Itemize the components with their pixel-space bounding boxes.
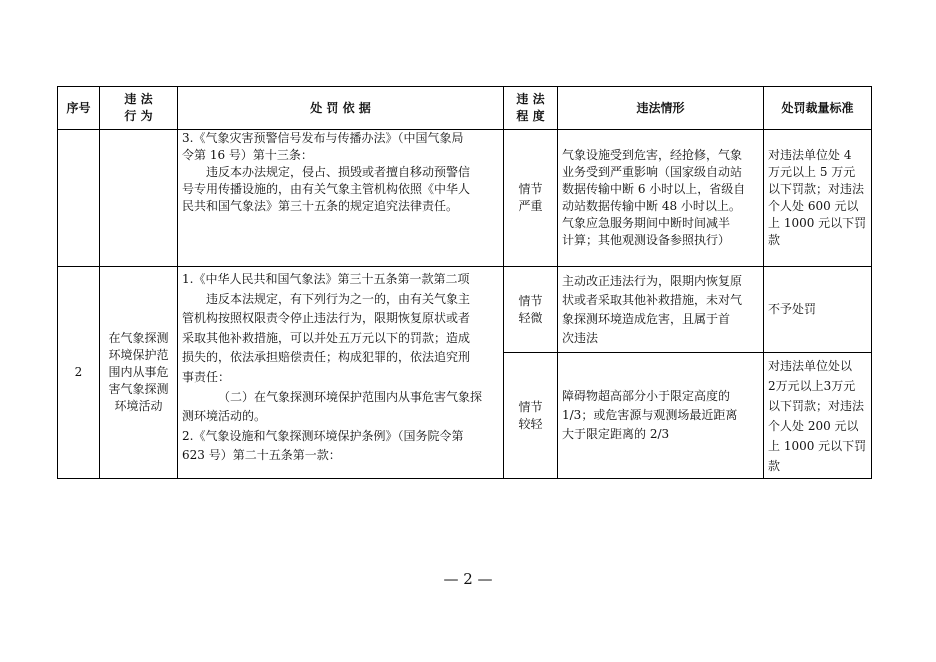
row2-basis-line: 事责任： [182,369,231,384]
row2-basis-line: 损失的，依法承担赔偿责任；构成犯罪的，依法追究刑 [182,350,471,365]
row1-penalty-line: 款 [768,233,781,247]
row2-seq-cell: 2 [58,267,100,479]
row1-circumstances-line: 气象应急服务期间中断时间减半 [562,216,731,230]
penalty-standards-table [57,86,872,479]
row2-basis-line: 违反本法规定，有下列行为之一的，由有关气象主 [206,291,471,306]
row2-basis-line: 2.《气象设施和气象探测环境保护条例》（国务院令第 [182,428,464,443]
header-basis: 处 罚 依 据 [178,87,504,130]
row1-behavior-cell [100,130,178,267]
row2b-circumstances-line: 1/3；或危害源与观测场最近距离 [562,408,738,422]
row2-basis-line: 623 号）第二十五条第一款： [182,448,341,463]
row1-penalty-cell [764,130,872,267]
row2-behavior-line: 围内从事危 [108,365,169,379]
header-degree [504,87,558,130]
row2b-degree-line: 情节 [518,399,543,414]
header-penalty: 处罚裁量标准 [764,87,872,130]
row2a-circumstances-cell [558,267,764,353]
row2a-circumstances-line: 象探测环境造成危害，且属于首 [562,311,731,326]
row2-basis-line: 采取其他补救措施，可以并处五万元以下的罚款；造成 [182,330,471,345]
row1-circumstances-line: 动站数据传输中断 48 小时以上。 [562,199,741,213]
row2a-degree-line: 情节 [518,293,543,308]
header-seq: 序号 [58,87,100,130]
row1-penalty-line: 上 1000 元以下罚 [768,216,867,230]
row1-degree-line: 严重 [518,199,543,213]
row2a-circumstances-line: 状或者采取其他补救措施，未对气 [562,292,743,307]
row1-degree-cell [504,130,558,267]
header-behavior [100,87,178,130]
row2b-degree-cell [504,353,558,479]
row2-basis-line: 1.《中华人民共和国气象法》第三十五条第一款第二项 [182,272,470,286]
row1-basis-line: 令第 16 号）第十三条： [182,148,313,162]
row2-basis-line: 管机构按照权限责令停止违法行为，限期恢复原状或者 [182,311,471,326]
row2b-penalty-line: 对违法单位处以 [768,358,853,373]
row2b-penalty-line: 2万元以上3万元 [768,378,856,393]
row1-basis-line: 民共和国气象法》第三十五条的规定追究法律责任。 [182,199,459,213]
row2-behavior-cell [100,267,178,479]
row1-penalty-line: 以下罚款；对违法 [768,182,865,196]
table-row [58,130,872,267]
table-row [58,267,872,353]
row1-basis-line: 号专用传播设施的，由有关气象主管机构依照《中华人 [182,182,471,196]
row2-behavior-line: 害气象探测 [108,382,169,396]
row1-circumstances-line: 数据传输中断 6 小时以上，省级自 [562,182,746,196]
row1-circumstances-line: 气象设施受到危害，经抢修，气象 [562,148,743,162]
row2b-circumstances-line: 大于限定距离的 2/3 [562,427,670,441]
row1-circumstances-line: 计算；其他观测设备参照执行） [562,233,731,247]
row1-degree-line: 情节 [518,182,543,196]
header-behavior-line1: 违 法 [124,92,153,106]
row1-seq-cell [58,130,100,267]
row2b-circumstances-cell [558,353,764,479]
row2a-penalty-cell: 不予处罚 [764,267,872,353]
row2b-degree-line: 较轻 [518,416,543,431]
row2a-circumstances-line: 次违法 [562,330,599,345]
row1-penalty-line: 对违法单位处 4 [768,148,852,162]
header-circumstances: 违法情形 [558,87,764,130]
header-behavior-line2: 行 为 [124,109,153,123]
row2b-penalty-line: 款 [768,458,781,473]
page-number: — 2 — [443,570,493,588]
row1-basis-line: 违反本办法规定，侵占、损毁或者擅自移动预警信 [206,165,471,179]
row2b-penalty-cell [764,353,872,479]
row1-circumstances-cell [558,130,764,267]
row2b-circumstances-line: 障碍物超高部分小于限定高度的 [562,389,731,403]
table-header-row [58,87,872,130]
row1-penalty-line: 万元以上 5 万元 [768,165,856,179]
row2a-degree-cell [504,267,558,353]
row2b-penalty-line: 以下罚款；对违法 [768,398,865,413]
header-degree-line1: 违 法 [516,92,545,106]
row2a-degree-line: 轻微 [518,310,543,325]
row2b-penalty-line: 上 1000 元以下罚 [768,438,867,453]
row2-basis-cell [178,267,504,479]
row2b-penalty-line: 个人处 200 元以 [768,418,859,433]
header-degree-line2: 程 度 [516,109,545,123]
row2-behavior-line: 环境保护范 [108,348,169,362]
row1-basis-cell [178,130,504,267]
row1-circumstances-line: 业务受到严重影响（国家级自动站 [562,165,743,179]
row2-basis-line: （二）在气象探测环境保护范围内从事危害气象探 [218,389,483,404]
row2-behavior-line: 环境活动 [114,399,163,413]
row1-basis-line: 3.《气象灾害预警信号发布与传播办法》（中国气象局 [182,131,464,145]
row1-penalty-line: 个人处 600 元以 [768,199,859,213]
row2-basis-line: 测环境活动的。 [182,409,267,424]
row2-behavior-line: 在气象探测 [108,331,169,345]
row2a-circumstances-line: 主动改正违法行为，限期内恢复原 [562,273,743,288]
